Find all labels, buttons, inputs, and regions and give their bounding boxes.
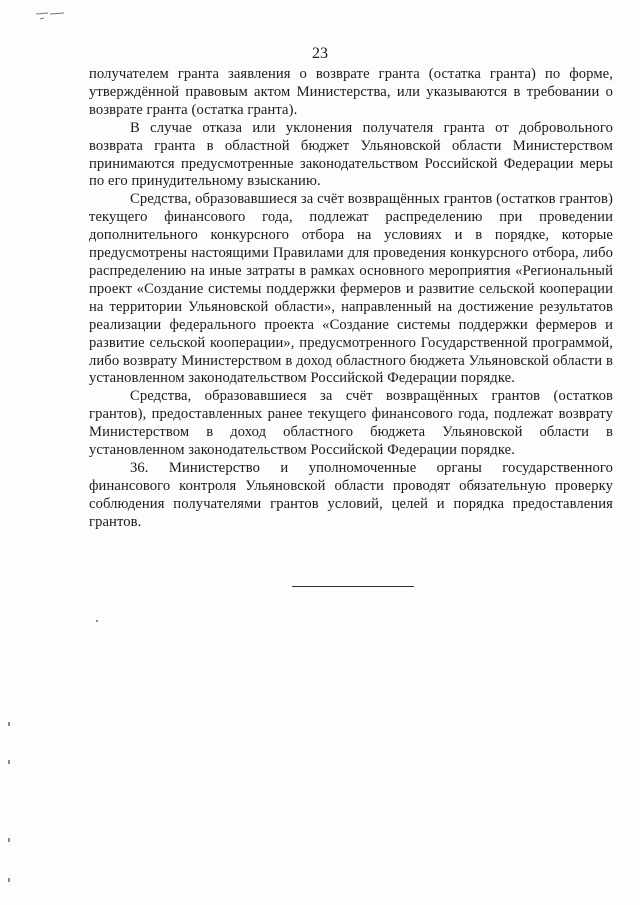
scan-dot <box>8 878 10 882</box>
document-body <box>89 66 613 532</box>
paragraph-current-year-funds: Средства, образовавшиеся за счёт возвращённых грантов (остатков грантов) текущего финансового года, подлежат распределению при проведении дополнительного конкурсного отбора на условиях и в порядке, которые предусмотрены настоящими Правилами для проведения конкурсного отбора, либо распределению на иные затраты в рамках основного мероприятия «Региональный проект «Создание системы поддержки фермеров и развитие сельской кооперации на территории Ульяновской области», направленный на достижение результатов реализации федерального проекта «Создание системы поддержки фермеров и развитие сельской кооперации», предусмотренного Государственной программой, либо возврату Министерством в доход областного бюджета Ульяновской области в установленном законодательством Российской Федерации порядке. <box>89 191 613 387</box>
end-of-document-rule <box>292 586 414 587</box>
scan-dot <box>8 722 10 726</box>
scan-artifact-mark <box>34 10 74 24</box>
scan-dot <box>8 838 10 842</box>
paragraph-continuation: получателем гранта заявления о возврате гранта (остатка гранта) по форме, утверждённой правовым актом Министерства, или указываются в требовании о возврате гранта (остатка гранта). <box>89 66 613 118</box>
paragraph-previous-year-funds: Средства, образовавшиеся за счёт возвращённых грантов (остатков грантов), предоставленных ранее текущего финансового года, подлежат возврату Министерством в доход областного бюджета Ульяновской области в установленном законодательством Российской Федерации порядке. <box>89 388 613 459</box>
paragraph-refusal: В случае отказа или уклонения получателя гранта от добровольного возврата гранта в областной бюджет Ульяновской области Министерством принимаются предусмотренные законодательством Российской Федерации меры по его принудительному взысканию. <box>89 119 613 190</box>
page-number: 23 <box>312 45 328 62</box>
paragraph-item-36: 36. Министерство и уполномоченные органы государственного финансового контроля Ульяновской области проводят обязательную проверку соблюдения получателями грантов условий, целей и порядка предоставления грантов. <box>89 459 613 530</box>
scan-dot <box>8 760 10 764</box>
scan-dot <box>96 620 98 622</box>
